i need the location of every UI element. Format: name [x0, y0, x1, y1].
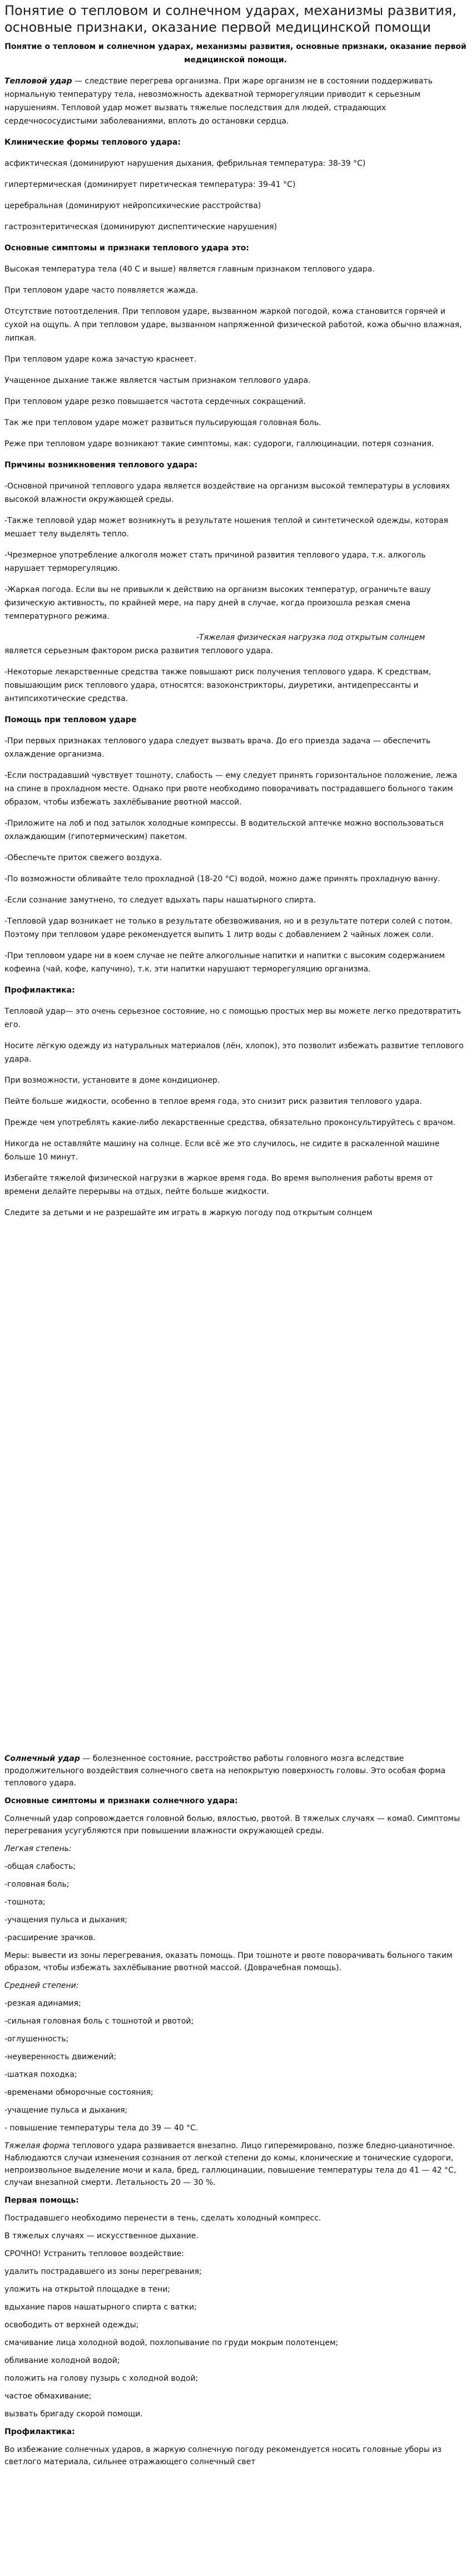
heat-symptom-item: Учащенное дыхание также является частым признаком теплового удара.	[4, 376, 311, 385]
heat-help-item: -По возможности обливайте тело прохладной (18-20 °C) водой, можно даже принять прохладную ванну.	[4, 875, 440, 884]
heat-help-heading: Помощь при тепловом ударе	[4, 715, 137, 724]
heat-symptom-item: При тепловом ударе кожа зачастую краснеет.	[4, 355, 197, 364]
moderate-symptom-item: -временами обморочные состояния;	[4, 2088, 153, 2097]
heat-help-item: -При первых признаках теплового удара следует вызвать врача. До его приезда задача — обеспечить охлаждение организма.	[4, 737, 431, 759]
first-aid-intro: Пострадавшего необходимо перенести в тень, сделать холодный компресс.	[4, 2214, 321, 2223]
heat-cause-item: -Также тепловой удар может возникнуть в результате ношения теплой и синтетической одежды, которая мешает телу выделять тепло.	[4, 516, 448, 539]
heat-symptom-item: Реже при тепловом ударе возникают такие симптомы, как: судороги, галлюцинации, потеря сознания.	[4, 440, 434, 448]
heat-symptom-item: При тепловом ударе часто появляется жажда.	[4, 286, 199, 295]
heat-help-item: -Если сознание замутнено, то следует вдыхать пары нашатырного спирта.	[4, 896, 316, 905]
sun-stroke-section	[4, 1753, 467, 2474]
heat-symptom-item: При тепловом ударе резко повышается частота сердечных сокращений.	[4, 397, 306, 406]
heat-stroke-section	[4, 2, 467, 1227]
heat-symptom-item: Отсутствие потоотделения. При тепловом ударе, вызванном жаркой погодой, кожа становится горячей и сухой на ощупь. А при тепловом ударе, вызванном напряженной физической работой, кожа обычно влажная, липкая.	[4, 307, 462, 343]
sun-stroke-term: Солнечный удар	[4, 1754, 80, 1763]
heat-prevention-item: Носите лёгкую одежду из натуральных материалов (лён, хлопок), это позволит избежать развитие теплового удара.	[4, 1042, 464, 1064]
moderate-symptom-item: -шаткая походка;	[4, 2070, 77, 2079]
heat-symptoms-heading: Основные симптомы и признаки теплового удара это:	[4, 244, 249, 253]
clinical-form-item: церебральная (доминируют нейропсихические расстройства)	[4, 201, 261, 210]
severe-form-term: Тяжелая форма	[4, 2141, 70, 2150]
heat-cause-item: -Чрезмерное употребление алкоголя может стать причиной развития теплового удара, т.к. алкоголь нарушает терморегуляцию.	[4, 551, 426, 573]
heat-cause-exertion	[4, 631, 467, 658]
first-aid-item: вдыхание паров нашатырного спирта с ватки;	[4, 2303, 197, 2312]
heat-stroke-definition	[4, 75, 467, 128]
moderate-degree-heading: Средней степени:	[4, 1981, 79, 1990]
heat-symptom-item: Так же при тепловом ударе может развиться пульсирующая головная боль.	[4, 418, 321, 427]
moderate-symptom-item: -резкая адинамия;	[4, 1999, 81, 2008]
heat-help-item: -Приложите на лоб и под затылок холодные компрессы. В водительской аптечке можно воспользоваться охлаждающим (гипотермическим) пакетом.	[4, 819, 444, 841]
first-aid-item: освободить от верхней одежды;	[4, 2321, 139, 2330]
sun-prevention-heading: Профилактика:	[4, 2427, 75, 2436]
first-aid-item: удалить пострадавшего из зоны перегревания;	[4, 2267, 202, 2276]
page-subtitle: Понятие о тепловом и солнечном ударах, механизмы развития, основные признаки, оказание первой медицинской помощи.	[4, 42, 467, 65]
heat-cause-item: -Жаркая погода. Если вы не привыкли к действию на организм высоких температур, ограничьте вашу физическую активность, по крайней мере, на пару дней в случае, когда произошла резкая смена температурного режима.	[4, 585, 431, 621]
sun-symptoms-text: Солнечный удар сопровождается головной болью, вялостью, рвотой. В тяжелых случаях — кома0. Симптомы перегревания усугубляются при повышении влажности окружающей среды.	[4, 1814, 460, 1835]
first-aid-intro: В тяжелых случаях — искусственное дыхание.	[4, 2232, 199, 2241]
heat-prevention-item: Избегайте тяжелой физической нагрузки в жаркое время года. Во время выполнения работы время от времени делайте перерывы на отдых, пейте больше жидкости.	[4, 1174, 433, 1196]
heat-cause-item: -Некоторые лекарственные средства также повышают риск получения теплового удара. К средствам, повышающим риск теплового удара, относятся: вазоконстрикторы, диуретики, антидепрессанты и антипсихотические средства.	[4, 668, 432, 703]
heat-symptom-item: Высокая температура тела (40 С и выше) является главным признаком теплового удара.	[4, 265, 375, 274]
heat-help-item: -Если пострадавший чувствует тошноту, слабость — ему следует принять горизонтальное положение, лежа на спине в прохладном месте. Однако при рвоте необходимо поворачивать пострадавшего больного таким образом, чтобы избежать захлёбывание рвотной массой.	[4, 771, 458, 807]
moderate-symptom-item: -оглушенность;	[4, 2035, 69, 2044]
moderate-symptom-item: - повышение температуры тела до 39 — 40 °С.	[4, 2124, 199, 2133]
first-aid-item: вызвать бригаду скорой помощи.	[4, 2410, 143, 2419]
sun-stroke-definition	[4, 1753, 467, 1789]
heat-prevention-item: При возможности, установите в доме кондиционер.	[4, 1076, 220, 1085]
mild-symptom-item: -учащения пульса и дыхания;	[4, 1916, 128, 1924]
severe-form-paragraph	[4, 2140, 467, 2189]
first-aid-item: смачивание лица холодной водой, похлопывание по груди мокрым полотенцем;	[4, 2338, 339, 2347]
heat-cause-exertion-text: является серьезным фактором риска развития теплового удара.	[4, 647, 273, 655]
clinical-form-item: гастроэнтеритическая (доминируют диспептические нарушения)	[4, 223, 277, 231]
heat-help-item: -При тепловом ударе ни в коем случае не пейте алкогольные напитки и напитки с высоким содержанием кофеина (чай, кофе, капучино), т.к. эти напитки нарушают терморегуляцию организма.	[4, 951, 445, 974]
mild-measures: Меры: вывести из зоны перегревания, оказать помощь. При тошноте и рвоте поворачивать больного таким образом, чтобы избежать захлёбывание рвотной массой. (Доврачебная помощь).	[4, 1951, 453, 1972]
moderate-symptom-item: -неуверенность движений;	[4, 2052, 117, 2061]
mild-symptom-item: -головная боль;	[4, 1880, 70, 1889]
clinical-form-item: гипертермическая (доминирует пиретическая температура: 39-41 °C)	[4, 180, 296, 189]
heat-help-item: -Тепловой удар возникает не только в результате обезвоживания, но и в результате потери солей с потом. Поэтому при тепловом ударе рекомендуется выпить 1 литр воды с добавлением 2 чайных ложек соли.	[4, 917, 453, 939]
heat-help-item: -Обеспечьте приток свежего воздуха.	[4, 853, 162, 862]
first-aid-item: обливание холодной водой;	[4, 2356, 120, 2365]
heat-prevention-item: Следите за детьми и не разрешайте им играть в жаркую погоду под открытым солнцем	[4, 1208, 373, 1217]
moderate-symptom-item: -учащение пульса и дыхания;	[4, 2106, 128, 2115]
first-aid-urgent: СРОЧНО! Устранить тепловое воздействие:	[4, 2249, 184, 2258]
heat-stroke-definition-text: — следствие перегрева организма. При жаре организм не в состоянии поддерживать нормальную температуру тела, невозможность адекватной терморегуляции приводит к серьезным нарушениям. Тепловой удар может вызвать тяжелые последствия для людей, страдающих сердечнососудистыми заболеваниями, вплоть до остановки сердца.	[4, 77, 433, 126]
heat-cause-item: -Основной причиной теплового удара является воздействие на организм высокой температуры в условиях высокой влажности окружающей среды.	[4, 482, 450, 504]
moderate-symptom-item: -сильная головная боль с тошнотой и рвотой;	[4, 2017, 194, 2026]
heat-prevention-item: Никогда не оставляйте машину на солнце. Если всё же это случилось, не сидите в раскаленной машине больше 10 минут.	[4, 1139, 440, 1162]
first-aid-item: уложить на открытой площадке в тени;	[4, 2285, 171, 2294]
mild-symptom-item: -тошнота;	[4, 1898, 46, 1907]
sun-prevention-text: Во избежание солнечных ударов, в жаркую солнечную погоду рекомендуется носить головные уборы из светлого материала, сильнее отражающего солнечный свет	[4, 2445, 442, 2466]
first-aid-heading: Первая помощь:	[4, 2196, 79, 2205]
first-aid-item: частое обмахивание;	[4, 2392, 92, 2401]
heat-stroke-term: Тепловой удар	[4, 77, 72, 86]
clinical-forms-heading: Клинические формы теплового удара:	[4, 138, 181, 147]
heat-prevention-item: Пейте больше жидкости, особенно в теплое время года, это снизит риск развития теплового удара.	[4, 1097, 422, 1106]
heat-causes-heading: Причины возникновения теплового удара:	[4, 461, 198, 470]
sun-stroke-definition-text: — болезненное состояние, расстройство работы головного мозга вследствие продолжительного воздействия солнечного света на непокрытую поверхность головы. Это особая форма теплового удара.	[4, 1754, 446, 1788]
mild-degree-heading: Легкая степень:	[4, 1844, 72, 1853]
heat-cause-exertion-lead: -Тяжелая физическая нагрузка под открытым солнцем	[196, 633, 425, 642]
first-aid-item: положить на голову пузырь с холодной водой;	[4, 2374, 199, 2383]
clinical-form-item: асфиктическая (доминируют нарушения дыхания, фебрильная температура: 38-39 °C)	[4, 159, 366, 168]
page-title: Понятие о тепловом и солнечном ударах, механизмы развития, основные признаки, оказание первой медицинской помощи	[4, 3, 457, 35]
severe-form-text: теплового удара развивается внезапно. Лицо гиперемировано, позже бледно-цианотичное. Наблюдаются случаи изменения сознания от легкой степени до комы, клонические и тонические судороги, непроизвольное выделение мочи и кала, бред, галлюцинации, повышение температуры тела до 41 — 42 °С, случаи внезапной смерти. Летальность 20 — 30 %.	[4, 2141, 457, 2187]
sun-symptoms-heading: Основные симптомы и признаки солнечного удара:	[4, 1797, 238, 1805]
heat-prevention-item: Прежде чем употреблять какие-либо лекарственные средства, обязательно проконсультируйтесь с врачом.	[4, 1118, 455, 1127]
heat-prevention-item: Тепловой удар— это очень серьезное состояние, но с помощью простых мер вы можете легко предотвратить его.	[4, 1007, 462, 1029]
mild-symptom-item: -общая слабость;	[4, 1862, 76, 1871]
mild-symptom-item: -расширение зрачков.	[4, 1933, 96, 1942]
heat-prevention-heading: Профилактика:	[4, 986, 75, 995]
